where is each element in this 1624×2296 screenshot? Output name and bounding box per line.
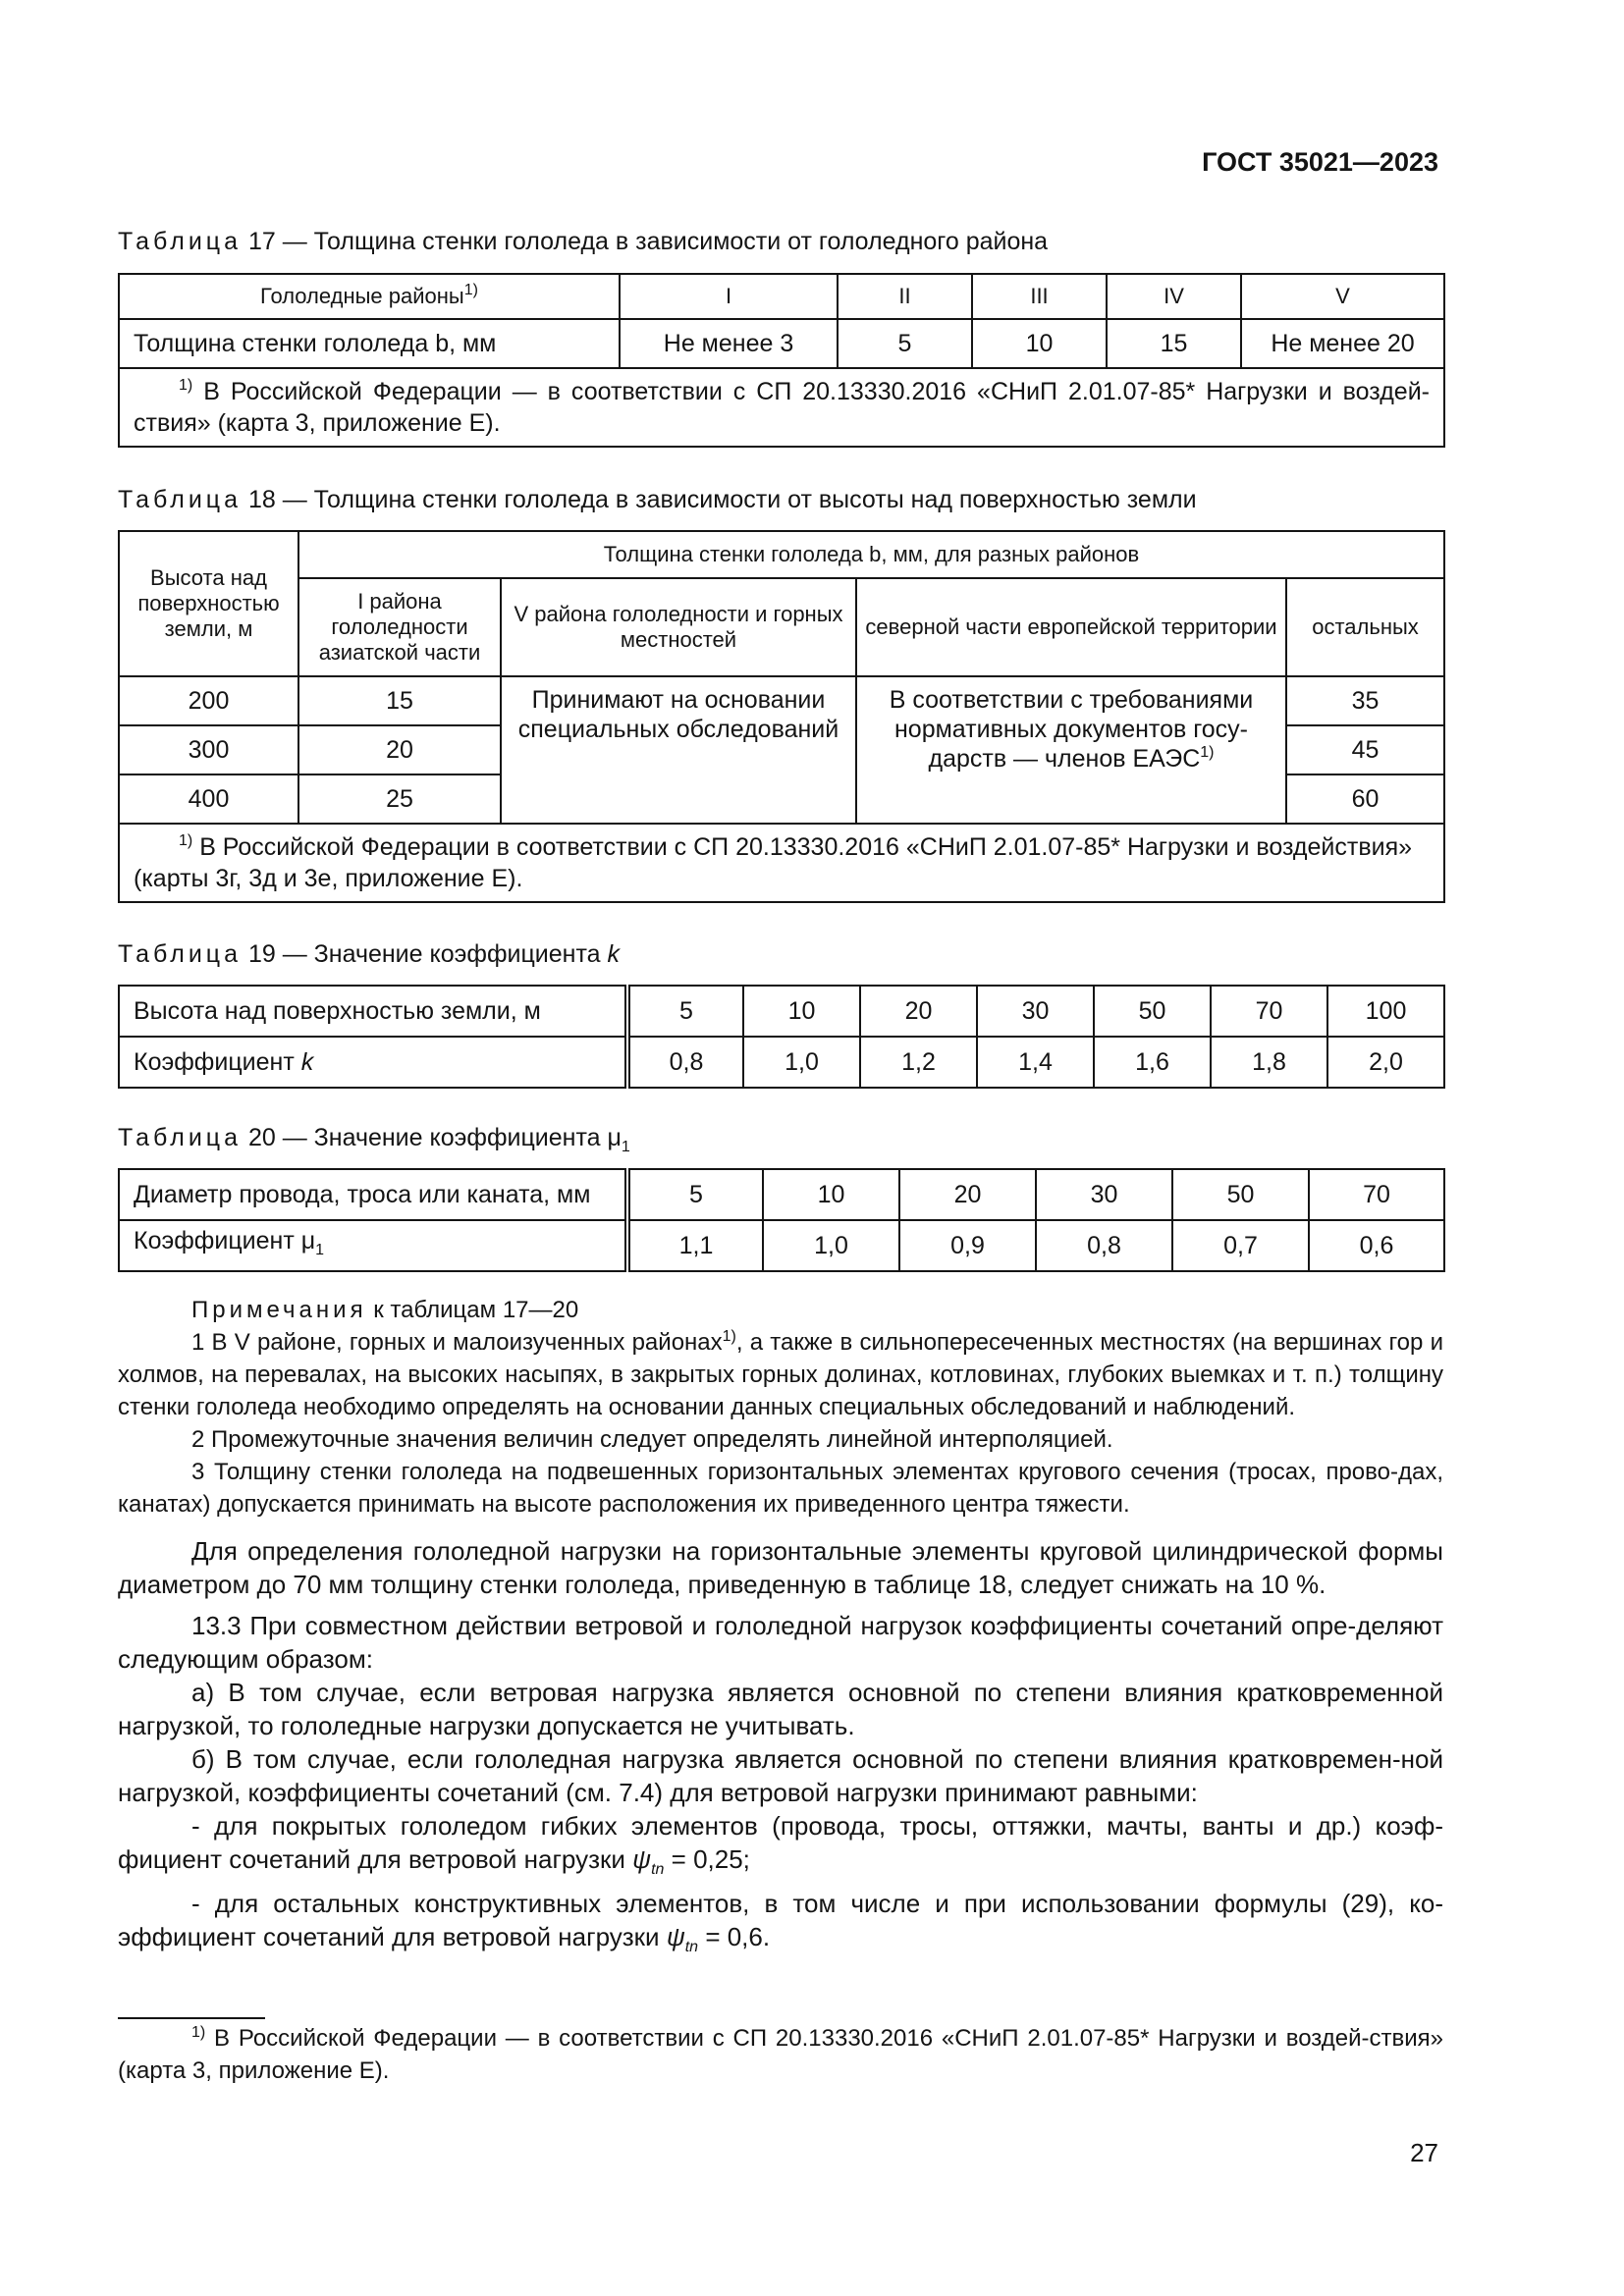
table20-caption-symbol: μ	[607, 1124, 622, 1151]
table18-asian: 20	[298, 725, 501, 774]
table20-coef: 0,9	[899, 1220, 1036, 1271]
table19-coef: 1,4	[977, 1037, 1094, 1088]
table20-caption-prefix: Таблица	[118, 1124, 243, 1151]
table18-col-height: Высота над поверхностью земли, м	[119, 531, 298, 676]
table20-diameter: 70	[1309, 1169, 1444, 1220]
table19-coef: 2,0	[1327, 1037, 1444, 1088]
table19-height: 30	[977, 986, 1094, 1037]
paragraph: - для остальных конструктивных элементов, в том числе и при использовании формулы (29), ко-эффициент сочетаний для ветровой нагрузки $\psi_{tn} = 0,6$.	[118, 1889, 1443, 1956]
table18-asian: 25	[298, 774, 501, 824]
table17-value: Не менее 3	[620, 319, 838, 368]
table20	[118, 1168, 1445, 1272]
table17-region: II	[838, 274, 972, 319]
table19-coef: 1,2	[860, 1037, 977, 1088]
table20-coef: 0,7	[1172, 1220, 1309, 1271]
paragraph: б) В том случае, если гололедная нагрузка является основной по степени влияния кратковремен-ной нагрузкой, коэффициенты сочетаний (см. 7.4) для ветровой нагрузки принимают равными:	[118, 1744, 1443, 1807]
notes-title: Примечания к таблицам 17—20	[191, 1297, 579, 1323]
page-number: 27	[1410, 2138, 1438, 2167]
body-text	[118, 1534, 1443, 1964]
table20-coef: 0,6	[1309, 1220, 1444, 1271]
table18-other: 35	[1286, 676, 1444, 725]
table18-subhead: I района гололедности азиатской части	[298, 578, 501, 676]
table18-footnote: $^{1)}$ В Российской Федерации в соответствии с СП 20.13330.2016 «СНиП 2.01.07-85* Нагрузки и воздействия» (карты 3г, 3д и 3е, приложение Е).	[119, 824, 1444, 902]
table17-value: Не менее 20	[1241, 319, 1444, 368]
table19-height: 50	[1094, 986, 1211, 1037]
table18-asian: 15	[298, 676, 501, 725]
table18-subhead: V района гололедности и горных местностей	[501, 578, 856, 676]
table20-diameter: 5	[627, 1169, 763, 1220]
table20-row1-label: Диаметр провода, троса или каната, мм	[119, 1169, 627, 1220]
notes-block	[118, 1294, 1443, 1521]
table19-height: 10	[743, 986, 860, 1037]
note-3: 3 Толщину стенки гололеда на подвешенных горизонтальных элементах кругового сечения (тросах, прово-дах, канатах) допускается принимать на высоте расположения их приведенного центра тяжести.	[118, 1459, 1443, 1518]
table19-caption-prefix: Таблица	[118, 940, 243, 968]
paragraph: а) В том случае, если ветровая нагрузка является основной по степени влияния кратковременной нагрузкой, то гололедные нагрузки допускается не учитывать.	[118, 1678, 1443, 1740]
table17-caption-text: 17 — Толщина стенки гололеда в зависимости от гололедного района	[247, 228, 1049, 255]
table17-value: 5	[838, 319, 972, 368]
table18-subhead: остальных	[1286, 578, 1444, 676]
table17-value: 10	[972, 319, 1107, 368]
table18-height: 400	[119, 774, 298, 824]
page-footnote: $^{1)}$ В Российской Федерации — в соответствии с СП 20.13330.2016 «СНиП 2.01.07-85* Нагрузки и воздей-ствия» (карта 3, приложение Е).	[118, 2024, 1443, 2084]
table19-height: 70	[1211, 986, 1327, 1037]
table19-row1-label: Высота над поверхностью земли, м	[119, 986, 627, 1037]
table20-caption	[118, 1122, 1443, 1163]
table17-caption-prefix: Таблица	[118, 228, 243, 255]
table18-caption	[118, 484, 1443, 515]
table18-other: 60	[1286, 774, 1444, 824]
table19-coef: 1,8	[1211, 1037, 1327, 1088]
table19-height: 20	[860, 986, 977, 1037]
table18-height: 300	[119, 725, 298, 774]
table17-region: IV	[1107, 274, 1241, 319]
table17-row-label: Толщина стенки гололеда b, мм	[119, 319, 620, 368]
table17-region: I	[620, 274, 838, 319]
table18-group-head: Толщина стенки гололеда b, мм, для разных районов	[298, 531, 1444, 578]
table20-coef: 1,0	[763, 1220, 899, 1271]
table20-coef: 0,8	[1036, 1220, 1172, 1271]
table18-merged-v: Принимают на основании специальных обследований	[501, 676, 856, 824]
table17-footnote: $^{1)}$ В Российской Федерации — в соответствии с СП 20.13330.2016 «СНиП 2.01.07-85* Нагрузки и воздей-ствия» (карта 3, приложение Е).	[119, 368, 1444, 447]
table18-height: 200	[119, 676, 298, 725]
paragraph: Для определения гололедной нагрузки на горизонтальные элементы круговой цилиндрической формы диаметром до 70 мм толщину стенки гололеда, приведенную в таблице 18, следует снижать на 10 %.	[118, 1536, 1443, 1599]
table19-coef: 1,0	[743, 1037, 860, 1088]
table17	[118, 273, 1445, 448]
table19-coef: 0,8	[627, 1037, 743, 1088]
table19-row2-label: Коэффициент k	[119, 1037, 627, 1088]
table18-caption-prefix: Таблица	[118, 486, 243, 513]
table19-caption	[118, 938, 1443, 970]
table18-other: 45	[1286, 725, 1444, 774]
footnote-divider	[118, 2017, 265, 2019]
table20-diameter: 10	[763, 1169, 899, 1220]
table17-value: 15	[1107, 319, 1241, 368]
table20-diameter: 20	[899, 1169, 1036, 1220]
table17-caption	[118, 226, 1443, 257]
paragraph: 13.3 При совместном действии ветровой и гололедной нагрузок коэффициенты сочетаний опре-деляют следующим образом:	[118, 1611, 1443, 1674]
table20-row2-label: Коэффициент $\mu_1$	[119, 1220, 627, 1271]
table20-caption-sub: 1	[621, 1139, 630, 1155]
document-header: ГОСТ 35021—2023	[1202, 147, 1438, 177]
note-1: 1 В V районе, горных и малоизученных районах$^{1)}$, а также в сильнопересеченных местностях (на вершинах гор и холмов, на перевалах, на высоких насыпях, в закрытых горных долинах, котловинах, глубоких выемках и т. п.) толщину стенки гололеда необходимо определять на основании данных специальных обследований и наблюдений.	[118, 1328, 1443, 1420]
note-2: 2 Промежуточные значения величин следует определять линейной интерполяцией.	[191, 1426, 1113, 1453]
table19-coef: 1,6	[1094, 1037, 1211, 1088]
table19	[118, 985, 1445, 1089]
table20-diameter: 50	[1172, 1169, 1309, 1220]
table20-caption-text: 20 — Значение коэффициента	[247, 1124, 601, 1151]
paragraph: - для покрытых гололедом гибких элементов (провода, тросы, оттяжки, мачты, ванты и др.) коэф-фициент сочетаний для ветровой нагрузки $\psi_{tn} = 0,25$;	[118, 1811, 1443, 1879]
table19-height: 100	[1327, 986, 1444, 1037]
table17-region: V	[1241, 274, 1444, 319]
table18-merged-north: В соответствии с требованиями нормативных документов госу-дарств — членов ЕАЭС$^{1)}$	[856, 676, 1286, 824]
table19-caption-text: 19 — Значение коэффициента	[247, 940, 601, 968]
table20-diameter: 30	[1036, 1169, 1172, 1220]
table18-caption-text: 18 — Толщина стенки гололеда в зависимости от высоты над поверхностью земли	[247, 486, 1197, 513]
table19-caption-symbol: k	[607, 940, 620, 968]
table19-height: 5	[627, 986, 743, 1037]
table18	[118, 530, 1445, 903]
table18-subhead: северной части европейской территории	[856, 578, 1286, 676]
table20-coef: 1,1	[627, 1220, 763, 1271]
table17-region: III	[972, 274, 1107, 319]
table17-head-label: Гололедные районы$^{1)}$	[119, 274, 620, 319]
